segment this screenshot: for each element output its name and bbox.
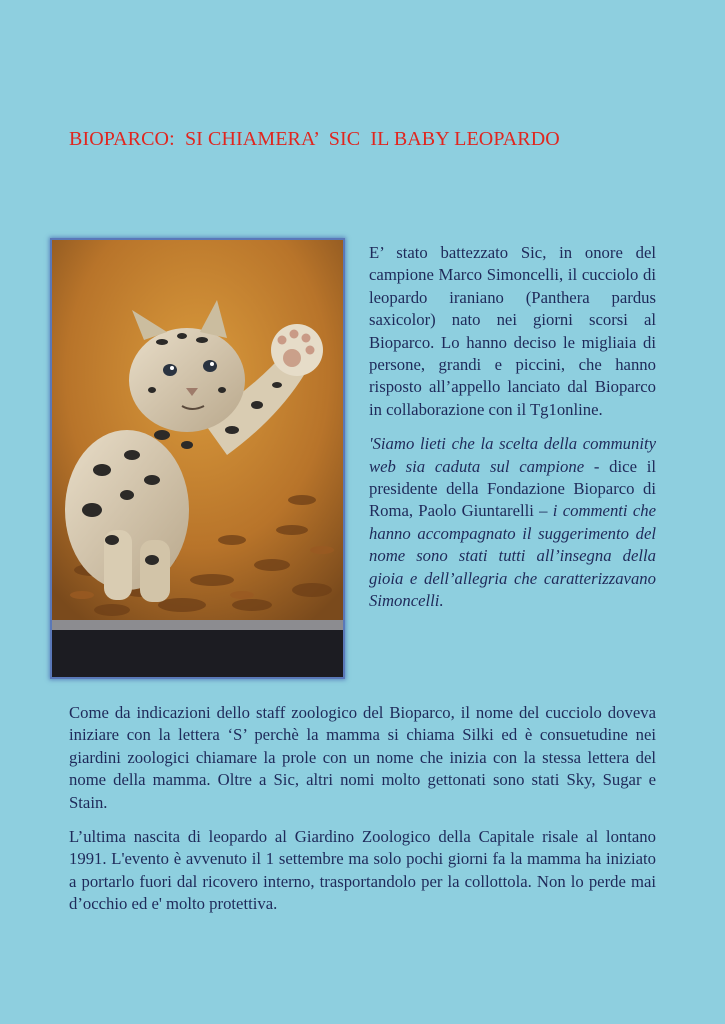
leopard-cub-illustration xyxy=(52,240,343,677)
naming-paragraph: Come da indicazioni dello staff zoologico del Bioparco, il nome del cucciolo doveva iniziare con la lettera ‘S’ perchè la mamma si chiama Silki ed è consuetudine nei giardini zoologici chiamare la prole con un nome che inizia con la stessa lettera del nome della mamma. Oltre a Sic, altri nomi molto gettonati sono stati Sky, Sugar e Stain. xyxy=(69,703,656,812)
side-text-column xyxy=(369,242,656,613)
article-title: BIOPARCO: SI CHIAMERA’ SIC IL BABY LEOPARDO xyxy=(69,128,560,150)
main-text-column xyxy=(69,702,656,916)
quote-part-2: - dice il presidente della Fondazione Bioparco di Roma, Paolo Giuntarelli – xyxy=(369,456,656,521)
leopard-cub-photo xyxy=(52,240,343,677)
birth-paragraph: L’ultima nascita di leopardo al Giardino Zoologico della Capitale risale al lontano 1991. L'evento è avvenuto il 1 settembre ma solo pochi giorni fa la mamma ha iniziato a portarlo fuori dal ricovero interno, trasportandolo per la collottola. Non lo perde mai d’occhio ed e' molto protettiva. xyxy=(69,827,656,914)
intro-paragraph: E’ stato battezzato Sic, in onore del campione Marco Simoncelli, il cucciolo di leopardo iraniano (Panthera pardus saxicolor) nato nei giorni scorsi al Bioparco. Lo hanno deciso le migliaia di persone, grandi e piccini, che hanno risposto all’appello lanciato dal Bioparco in collaborazione con il Tg1online. xyxy=(369,243,656,419)
quote-part-3: i commenti che hanno accompagnato il suggerimento del nome sono stati tutti all’insegna della gioia e dell’allegria che caratterizzavano Simoncelli. xyxy=(369,501,656,611)
quote-paragraph xyxy=(369,433,656,612)
quote-part-1: 'Siamo lieti che la scelta della community web sia caduta sul campione xyxy=(369,434,656,476)
